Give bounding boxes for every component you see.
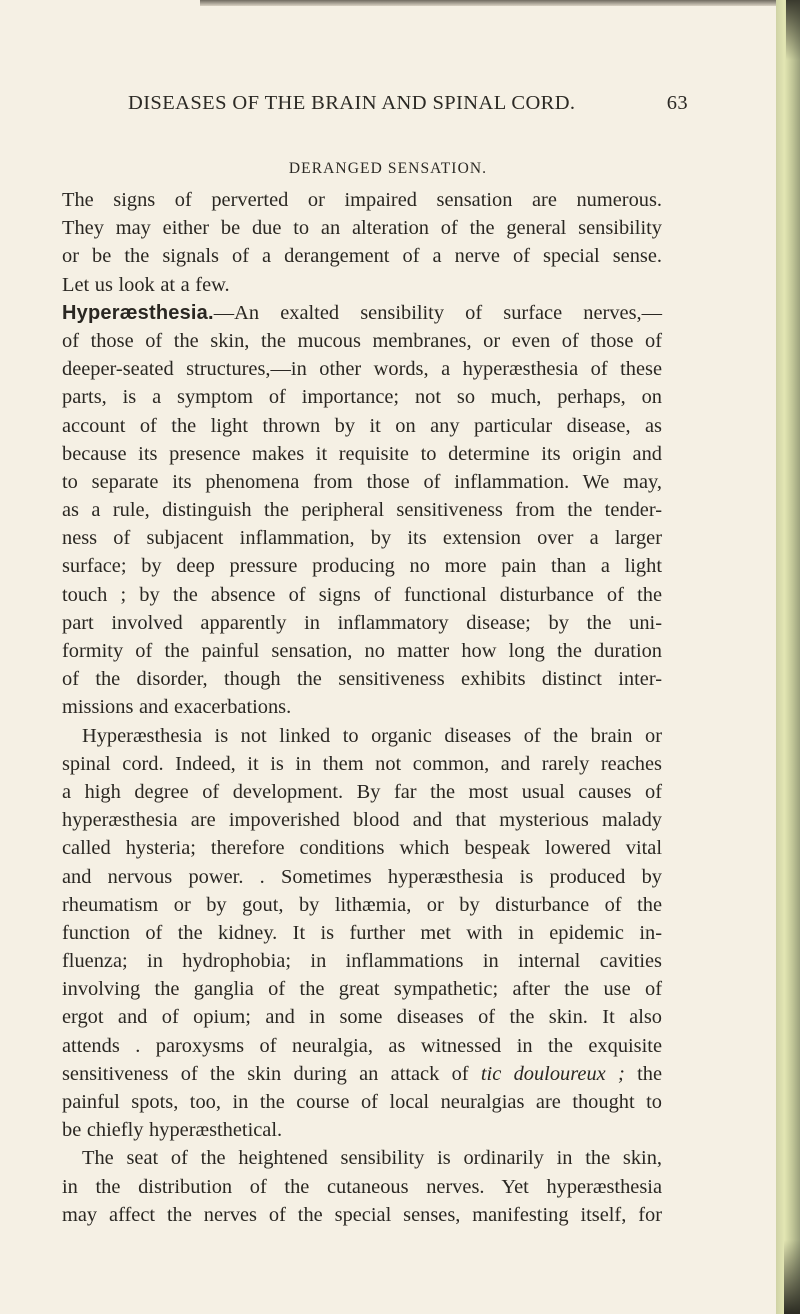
text-line: attends . paroxysms of neuralgia, as witnessed in the exquisite	[62, 1034, 662, 1057]
running-head-title: DISEASES OF THE BRAIN AND SPINAL CORD.	[128, 92, 576, 114]
text-line: missions and exacerbations.	[62, 696, 292, 719]
book-spine-edge	[776, 0, 800, 1314]
text-line: The seat of the heightened sensibility is ordinarily in the skin,	[82, 1147, 662, 1170]
text-line: They may either be due to an alteration of the general sensibility	[62, 217, 662, 240]
text-line: Hyperæsthesia is not linked to organic diseases of the brain or	[82, 724, 662, 747]
text-line: ness of subjacent inflammation, by its extension over a larger	[62, 527, 662, 550]
text-line: Let us look at a few.	[62, 273, 230, 296]
text-line: a high degree of development. By far the most usual causes of	[62, 780, 662, 803]
text-line: as a rule, distinguish the peripheral sensitiveness from the tender-	[62, 499, 662, 522]
text-line: be chiefly hyperæsthetical.	[62, 1119, 283, 1142]
text-line: involving the ganglia of the great sympathetic; after the use of	[62, 978, 662, 1001]
text-line: part involved apparently in inflammatory disease; by the uni-	[62, 611, 662, 634]
text-line: parts, is a symptom of importance; not so much, perhaps, on	[62, 386, 662, 409]
text-line: fluenza; in hydrophobia; in inflammations in internal cavities	[62, 950, 662, 973]
text-line: touch ; by the absence of signs of functional disturbance of the	[62, 583, 662, 606]
section-heading: DERANGED SENSATION.	[288, 160, 488, 177]
text-line: of the disorder, though the sensitiveness exhibits distinct inter-	[62, 668, 662, 691]
text-line: painful spots, too, in the course of local neuralgias are thought to	[62, 1091, 662, 1113]
text-line: may affect the nerves of the special senses, manifesting itself, for	[62, 1203, 662, 1226]
text-line: because its presence makes it requisite to determine its origin and	[62, 442, 662, 465]
text-line: deeper-seated structures,—in other words, a hyperæsthesia of these	[62, 358, 662, 381]
text-line: ergot and of opium; and in some diseases of the skin. It also	[62, 1006, 662, 1029]
text-line: of those of the skin, the mucous membranes, or even of those of	[62, 329, 662, 352]
page-number: 63	[666, 92, 688, 114]
text-run: sensitiveness of the skin during an attack of	[62, 1062, 481, 1085]
text-line	[62, 1060, 662, 1088]
text-line	[62, 299, 662, 327]
text-line: function of the kidney. It is further met with in epidemic in-	[62, 921, 662, 944]
text-line: surface; by deep pressure producing no more pain than a light	[62, 555, 662, 578]
text-line: called hysteria; therefore conditions which bespeak lowered vital	[62, 837, 662, 860]
text-line: hyperæsthesia are impoverished blood and that mysterious malady	[62, 809, 662, 832]
text-run: the	[624, 1062, 662, 1085]
text-line: formity of the painful sensation, no matter how long the duration	[62, 640, 662, 662]
italic-term: tic douloureux ;	[480, 1062, 625, 1085]
body-text	[62, 186, 662, 1229]
text-line: account of the light thrown by it on any particular disease, as	[62, 414, 662, 437]
page-top-edge	[200, 0, 776, 6]
text-line: rheumatism or by gout, by lithæmia, or by disturbance of the	[62, 893, 662, 916]
text-line: The signs of perverted or impaired sensation are numerous.	[62, 189, 662, 211]
text-line: spinal cord. Indeed, it is in them not common, and rarely reaches	[62, 752, 662, 775]
text-line: or be the signals of a derangement of a nerve of special sense.	[62, 245, 662, 268]
text-line: in the distribution of the cutaneous nerves. Yet hyperæsthesia	[62, 1175, 662, 1198]
text-line: to separate its phenomena from those of inflammation. We may,	[62, 470, 662, 493]
text-line: and nervous power. . Sometimes hyperæsthesia is produced by	[62, 865, 662, 888]
term-heading: Hyperæsthesia.	[62, 301, 214, 324]
running-head	[128, 92, 688, 115]
spine-shadow-bottom	[784, 1240, 800, 1314]
spine-shadow-top	[786, 0, 800, 60]
text-run: —An exalted sensibility of surface nerves,—	[213, 301, 662, 324]
